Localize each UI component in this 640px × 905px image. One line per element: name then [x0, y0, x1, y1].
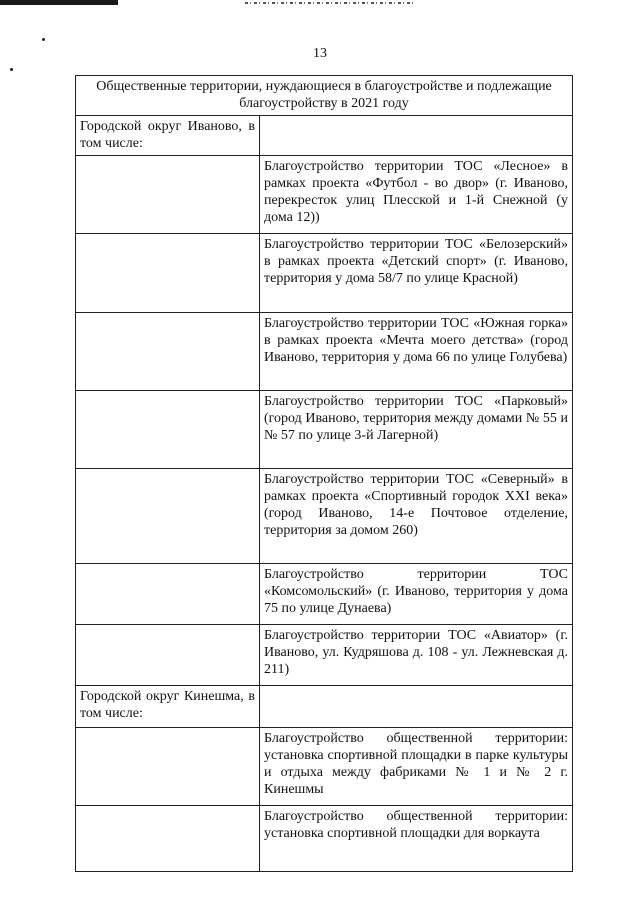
empty-cell — [260, 116, 573, 156]
table-row — [76, 313, 573, 391]
territory-item: Благоустройство территории ТОС «Северный» в рамках проекта «Спортивный городок XXI века» (город Иваново, 14-е Почтовое отделение, территория за домом 260) — [260, 469, 573, 564]
territory-item: Благоустройство территории ТОС «Парковый» (город Иваново, территория между домами № 55 и № 57 по улице 3-й Лагерной) — [260, 391, 573, 469]
territory-item: Благоустройство территории ТОС «Южная горка» в рамках проекта «Мечта моего детства» (город Иваново, территория у дома 66 по улице Голубева) — [260, 313, 573, 391]
territory-item: Благоустройство общественной территории: установка спортивной площадки для воркаута — [260, 806, 573, 872]
table-row — [76, 469, 573, 564]
table-header-row — [76, 76, 573, 116]
table-row — [76, 156, 573, 234]
empty-cell — [76, 313, 260, 391]
empty-cell — [76, 806, 260, 872]
territories-table — [75, 75, 573, 872]
empty-cell — [76, 234, 260, 313]
scan-speck — [10, 68, 13, 71]
territory-item: Благоустройство общественной территории: установка спортивной площадки в парке культуры и отдыха между фабриками № 1 и № 2 г. Кинешмы — [260, 728, 573, 806]
group-row — [76, 686, 573, 728]
empty-cell — [76, 625, 260, 686]
empty-cell — [76, 564, 260, 625]
empty-cell — [76, 156, 260, 234]
empty-cell — [76, 728, 260, 806]
table-row — [76, 728, 573, 806]
group-name-kineshma: Городской округ Кинешма, в том числе: — [76, 686, 260, 728]
table-row — [76, 625, 573, 686]
scan-speck — [42, 38, 45, 41]
page-number: 13 — [313, 46, 327, 61]
table-row — [76, 234, 573, 313]
table-row — [76, 806, 573, 872]
territory-item: Благоустройство территории ТОС «Белозерский» в рамках проекта «Детский спорт» (г. Иваново, территория у дома 58/7 по улице Красной) — [260, 234, 573, 313]
scan-artifact-top — [0, 0, 640, 6]
group-name-ivanovo: Городской округ Иваново, в том числе: — [76, 116, 260, 156]
territory-item: Благоустройство территории ТОС «Авиатор» (г. Иваново, ул. Кудряшова д. 108 - ул. Лежневская д. 211) — [260, 625, 573, 686]
empty-cell — [76, 469, 260, 564]
group-row — [76, 116, 573, 156]
table-row — [76, 391, 573, 469]
territory-item: Благоустройство территории ТОС «Лесное» в рамках проекта «Футбол - во двор» (г. Иваново, перекресток улиц Плесской и 1-й Снежной (у дома 12)) — [260, 156, 573, 234]
empty-cell — [260, 686, 573, 728]
table-row — [76, 564, 573, 625]
table-header: Общественные территории, нуждающиеся в благоустройстве и подлежащие благоустройству в 2021 году — [76, 76, 573, 116]
territory-item: Благоустройство территории ТОС «Комсомольский» (г. Иваново, территория у дома 75 по улице Дунаева) — [260, 564, 573, 625]
empty-cell — [76, 391, 260, 469]
